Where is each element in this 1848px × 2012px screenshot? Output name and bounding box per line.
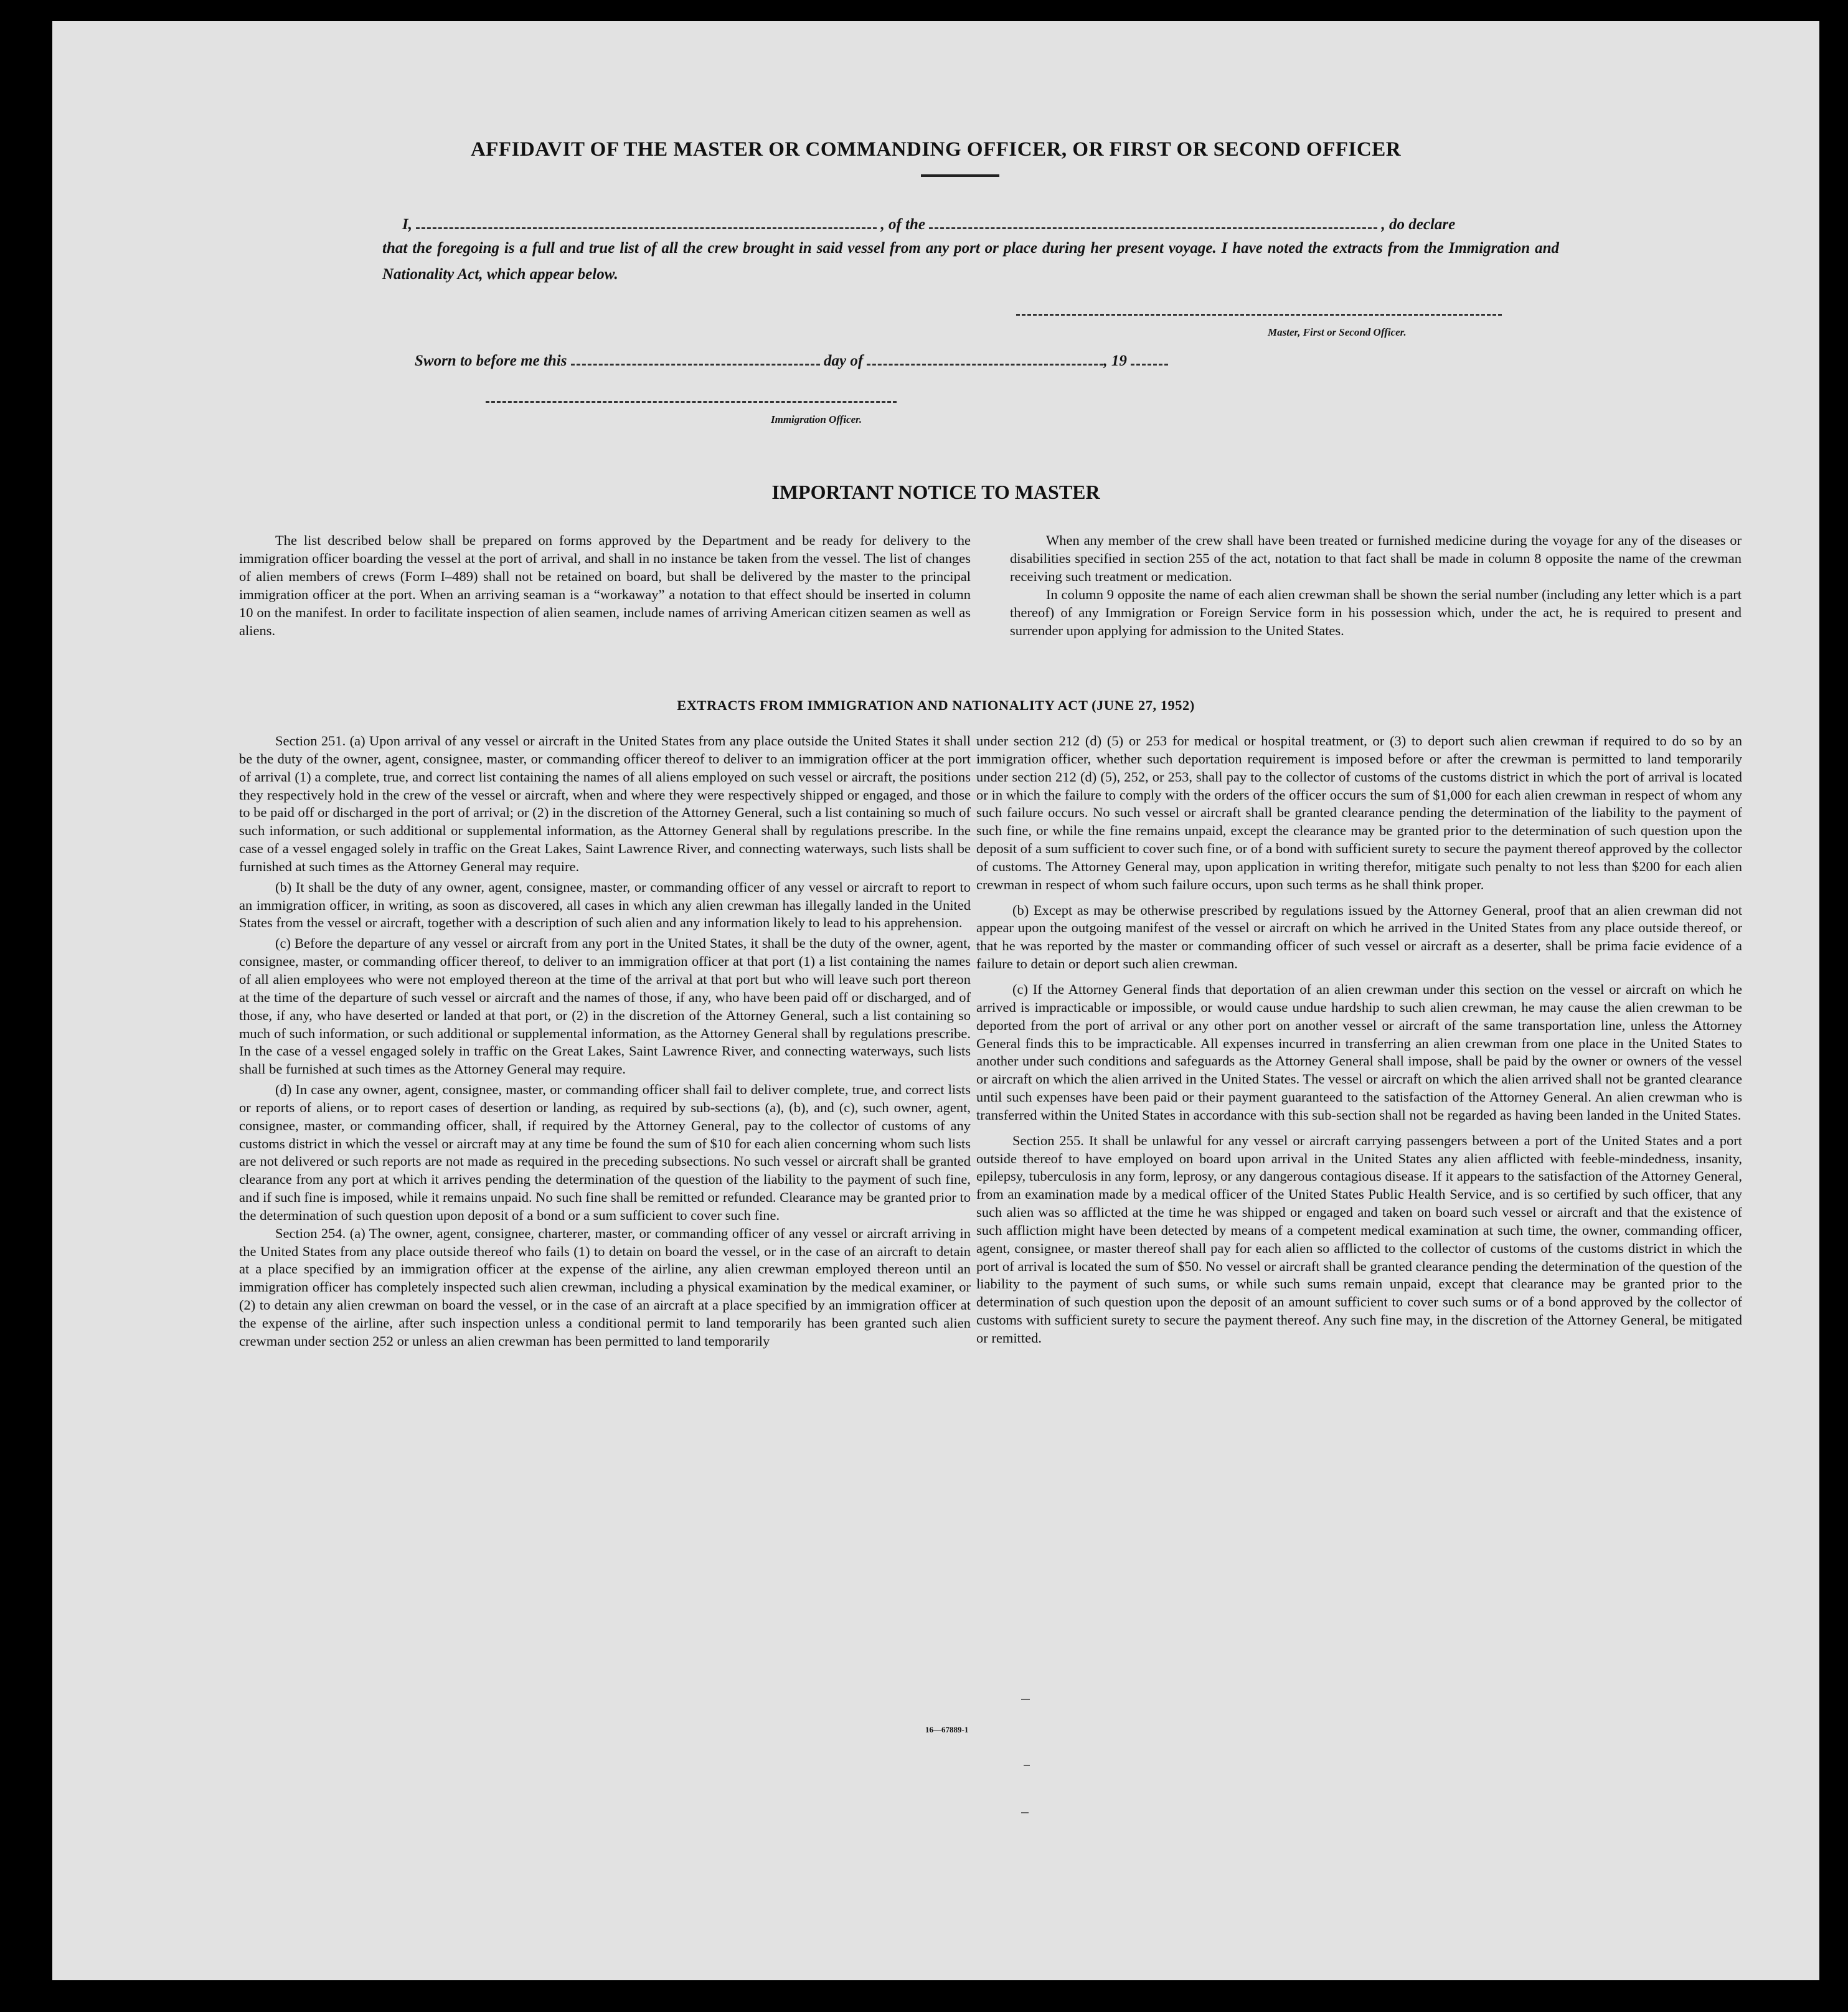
officer-caption: Immigration Officer. (771, 413, 862, 425)
sworn-label: Sworn to before me this (415, 352, 567, 369)
notice-paragraph: The list described below shall be prepared on forms approved by the Department and be ready for delivery to the immigration officer boarding the vessel at the port of arrival, and shall in no instance be taken from the vessel. The list of changes of alien members of crews (Form I–489) shall not be retained on board, but shall be delivered by the master to the principal immigration officer at the port. When an arriving seaman is a “workaway” a notation to that effect should be inserted in column 10 on the manifest. In order to facilitate inspection of alien seamen, include names of arriving American citizen seamen as well as aliens. (239, 532, 971, 638)
name-field[interactable] (416, 211, 877, 229)
sworn-day-field[interactable] (571, 347, 820, 366)
extracts-right-column (976, 732, 1742, 1348)
notice-paragraph: In column 9 opposite the name of each alien crewman shall be shown the serial number (including any letter which is a part thereof) of any Immigration or Foreign Service form in his possession which, under the act, he is required to present and surrender upon applying for admission to the United States. (1010, 586, 1742, 638)
extracts-title: EXTRACTS FROM IMMIGRATION AND NATIONALITY ACT (JUNE 27, 1952) (677, 697, 1195, 713)
sworn-month-field[interactable] (867, 347, 1103, 366)
extract-paragraph: Section 255. It shall be unlawful for any vessel or aircraft carrying passengers between a port of the United States and a port outside thereof to have employed on board upon arrival in the United States any alien afflicted with feeble-mindedness, insanity, epilepsy, tuberculosis in any form, leprosy, or any dangerous contagious disease. If it appears to the satisfaction of the Attorney General, from an examination made by a medical officer of the United States Public Health Service, and is so certified by such officer, that any such alien was so afflicted at the time he was shipped or engaged and taken on board such vessel or aircraft and that the existence of such affliction might have been detected by means of a competent medical examination at such time, the owner, commanding officer, agent, consignee, or master thereof shall pay for each alien so afflicted to the collector of customs of the customs district in which the port of arrival is located the sum of $50. No vessel or aircraft shall be granted clearance pending the determination of the question of the liability to the payment of such sums, or while such sums remain unpaid, except that clearance may be granted prior to the determination of such question upon the deposit of an amount sufficient to cover such sums or of a bond approved by the collector of customs with sufficient surety to secure the payment thereof. Any such fine may, in the discretion of the Attorney General, be mitigated or remitted. (976, 1132, 1742, 1346)
notice-title: IMPORTANT NOTICE TO MASTER (771, 481, 1100, 503)
document-page (52, 21, 1819, 1980)
vessel-field[interactable] (929, 211, 1377, 229)
extract-paragraph: Section 254. (a) The owner, agent, consignee, charterer, master, or commanding officer of any vessel or aircraft arriving in the United States from any place outside thereof who fails (1) to detain on board the vessel, or in the case of an aircraft to detain at a place specified by an immigration officer at the expense of the airline, any alien crewman employed thereon until an immigration officer has completely inspected such alien crewman, including a physical examination by the medical examiner, or (2) to detain any alien crewman on board the vessel, or in the case of an aircraft at a place specified by an immigration officer at the expense of the airline, after such inspection unless a conditional permit to land temporarily has been granted such alien crewman under section 252 or unless an alien crewman has been permitted to land temporarily (239, 1225, 971, 1349)
officer-signature-line[interactable] (486, 401, 897, 403)
extract-paragraph: (d) In case any owner, agent, consignee, master, or commanding officer shall fail to deliver complete, true, and correct lists or reports of aliens, or to report cases of desertion or landing, as required by sub-sections (a), (b), and (c), such owner, agent, consignee, master, or commanding officer, shall, if required by the Attorney General, pay to the collector of customs of any customs district in which the vessel or aircraft may at any time be found the sum of $10 for each alien concerning whom such lists are not delivered or such reports are not made as required in the preceding subsections. No such vessel or aircraft shall be granted clearance from any port at which it arrives pending the determination of the question of the liability to the payment of such fine, and if such fine is imposed, while it remains unpaid. No such fine shall be remitted or refunded. Clearance may be granted prior to the determination of such question upon deposit of a bond or a sum sufficient to cover such fine. (239, 1082, 971, 1223)
declaration-text: that the foregoing is a full and true list of all the crew brought in said vessel from any port or place during her present voyage. I have noted the extracts from the Immigration and Nationality Act, which appear below. (382, 240, 1559, 283)
affidavit-title: AFFIDAVIT OF THE MASTER OR COMMANDING OFFICER, OR FIRST OR SECOND OFFICER (470, 138, 1402, 161)
form-number: 16—67889-1 (925, 1725, 969, 1734)
notice-right-column (1010, 532, 1742, 640)
extract-paragraph: (c) Before the departure of any vessel or aircraft from any port in the United States, it shall be the duty of the owner, agent, consignee, master, or commanding officer thereof, to deliver to an immigration officer at that port (1) a list containing the names of all alien employees who were not employed thereon at the time of the arrival at that port but who will leave such port thereon at the time of the departure of such vessel or aircraft and the names of those, if any, who have been paid off or discharged, and of those, if any, who have deserted or landed at that port, or (2) in the discretion of the Attorney General, such a list containing so much of such information, or such additional or supplemental information, as the Attorney General shall by regulations prescribe. In the case of a vessel engaged solely in traffic on the Great Lakes, Saint Lawrence River, and connecting waterways, such lists shall be furnished at such times as the Attorney General may require. (239, 935, 971, 1077)
i-label: I, (402, 216, 412, 233)
master-signature-line[interactable] (1016, 314, 1502, 316)
notice-left-column (239, 532, 971, 640)
year-label: , 19 (1103, 352, 1127, 369)
sworn-year-field[interactable] (1131, 347, 1168, 366)
extract-paragraph: (b) It shall be the duty of any owner, agent, consignee, master, or commanding officer of any vessel or aircraft to report to an immigration officer, in writing, as soon as discovered, all cases in which any alien crewman has illegally landed in the United States from the vessel or aircraft, together with a description of such alien and any information likely to lead to his apprehension. (239, 879, 971, 931)
of-the-label: , of the (880, 216, 926, 233)
sworn-row (415, 347, 1168, 370)
do-declare-label: , do declare (1381, 216, 1456, 233)
extract-paragraph: (b) Except as may be otherwise prescribed by regulations issued by the Attorney General, proof that an alien crewman did not appear upon the outgoing manifest of the vessel or aircraft on which he arrived in the United States from any place outside thereof, or that he was reported by the master or commanding officer of such vessel or aircraft as a deserter, shall be prima facie evidence of a failure to detain or deport such alien crewman. (976, 902, 1742, 972)
notice-paragraph: When any member of the crew shall have been treated or furnished medicine during the voyage for any of the diseases or disabilities specified in section 255 of the act, notation to that fact shall be made in column 8 opposite the name of the crewman receiving such treatment or medication. (1010, 532, 1742, 584)
extract-paragraph: under section 212 (d) (5) or 253 for medical or hospital treatment, or (3) to deport such alien crewman if required to do so by an immigration officer, whether such deportation requirement is imposed before or after the crewman is permitted to land temporarily under section 212 (d) (5), 252, or 253, shall pay to the collector of customs of the customs district in which the port of arrival is located or in which the failure to comply with the orders of the officer occurs the sum of $1,000 for each alien crewman in respect of whom any such failure occurs. No such vessel or aircraft shall be granted clearance pending the determination of the liability to the payment of such fine, or while the fine remains unpaid, except the clearance may be granted prior to the determination of such question upon the deposit of a sum sufficient to cover such fine, or of a bond with sufficient surety to secure the payment thereof approved by the collector of customs. The Attorney General may, upon application in writing therefor, mitigate such penalty to not less than $200 for each alien crewman in respect of whom such failure occurs, upon such terms as he shall think proper. (976, 733, 1742, 892)
extracts-left-column (239, 732, 971, 1351)
extract-paragraph: Section 251. (a) Upon arrival of any vessel or aircraft in the United States from any place outside the United States it shall be the duty of the owner, agent, consignee, master, or commanding officer thereof to deliver to an immigration officer at the port of arrival (1) a complete, true, and correct list containing the names of all aliens employed on such vessel or aircraft, the positions they respectively hold in the crew of the vessel or aircraft, when and where they were respectively shipped or engaged, and those to be paid off or discharged in the port of arrival; or (2) in the discretion of the Attorney General, such a list containing so much of such information, or such additional or supplemental information, as the Attorney General shall by regulations prescribe. In the case of a vessel engaged solely in traffic on the Great Lakes, Saint Lawrence River, and connecting waterways, such lists shall be furnished at such times as the Attorney General may require. (239, 733, 971, 874)
scan-speck (1021, 1812, 1029, 1813)
day-of-label: day of (823, 352, 864, 369)
master-caption: Master, First or Second Officer. (1268, 326, 1407, 338)
scan-speck (1024, 1765, 1030, 1766)
title-rule (921, 174, 999, 177)
scan-speck (1021, 1699, 1030, 1700)
extract-paragraph: (c) If the Attorney General finds that deportation of an alien crewman under this section on the vessel or aircraft on which he arrived is impracticable or impossible, or would cause undue hardship to such alien crewman, he may cause the alien crewman to be deported from the port of arrival or any other port on another vessel or aircraft of the same transportation line, unless the Attorney General finds this to be impracticable. All expenses incurred in transferring an alien crewman from one place in the United States to another under such conditions and safeguards as the Attorney General shall impose, shall be paid by the owner or owners of the vessel or aircraft on which the alien arrived in the United States. The vessel or aircraft on which the alien arrived shall not be granted clearance until such expenses have been paid or their payment guaranteed to the satisfaction of the Attorney General. An alien crewman who is transferred within the United States in accordance with this sub-section shall not be regarded as having been landed in the United States. (976, 981, 1742, 1123)
declaration-fill-row (402, 211, 1560, 234)
